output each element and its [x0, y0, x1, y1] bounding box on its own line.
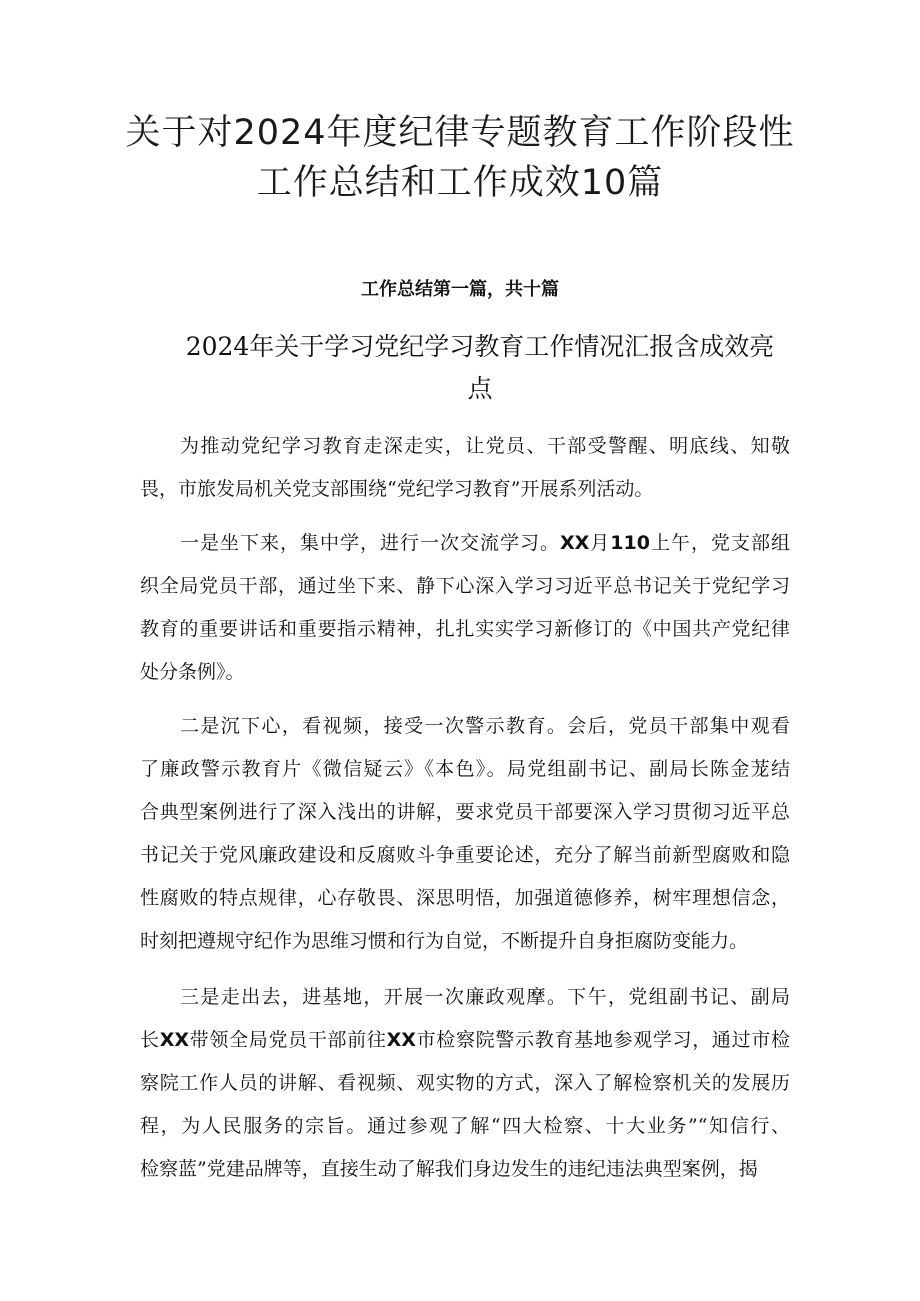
placeholder-text: 110	[610, 532, 650, 554]
paragraph-line: 书记关于党风廉政建设和反腐败斗争重要论述，充分了解当前新型腐败和隐	[140, 844, 790, 866]
paragraph-line: 检察蓝”党建品牌等，直接生动了解我们身边发生的违纪违法典型案例，揭	[140, 1158, 758, 1180]
paragraph-first-point	[140, 522, 790, 694]
paragraph-line: 处分条例》。	[140, 661, 245, 683]
document-title-line: 关于对2024年度纪律专题教育工作阶段性	[125, 113, 795, 153]
paragraph-line: 三是走出去，进基地，开展一次廉政观摩。下午，党组副书记、副局	[180, 986, 790, 1008]
paragraph-line: 察院工作人员的讲解、看视频、观实物的方式，深入了解检察机关的发展历	[140, 1072, 790, 1094]
paragraph-line: 织全局党员干部，通过坐下来、静下心深入学习习近平总书记关于党纪学习	[140, 575, 790, 597]
paragraph-line: 为推动党纪学习教育走深走实，让党员、干部受警醒、明底线、知敬	[180, 435, 790, 457]
placeholder-text: XX	[559, 532, 590, 554]
paragraph-second-point	[140, 705, 790, 963]
paragraph-line: 二是沉下心，看视频，接受一次警示教育。会后，党员干部集中观看	[180, 715, 790, 737]
paragraph-third-point	[140, 976, 790, 1191]
paragraph-line: 性腐败的特点规律，心存敬畏、深思明悟，加强道德修养，树牢理想信念，	[140, 887, 790, 909]
article-title-line: 2024年关于学习党纪学习教育工作情况汇报含成效亮	[185, 332, 775, 361]
paragraph-line: 教育的重要讲话和重要指示精神，扎扎实实学习新修订的《中国共产党纪律	[140, 618, 790, 640]
paragraph-line: 时刻把遵规守纪作为思维习惯和行为自觉，不断提升自身拒腐防变能力。	[140, 930, 749, 952]
paragraph-line: 合典型案例进行了深入浅出的讲解，要求党员干部要深入学习贯彻习近平总	[140, 801, 790, 823]
paragraph-intro	[140, 425, 790, 511]
article-title-line: 点	[467, 374, 493, 403]
paragraph-line: 长XX带领全局党员干部前往XX市检察院警示教育基地参观学习，通过市检	[140, 1029, 790, 1051]
document-title	[110, 108, 810, 208]
paragraph-line: 了廉政警示教育片《微信疑云》《本色》。局党组副书记、副局长陈金茏结	[140, 758, 790, 780]
section-label: 工作总结第一篇，共十篇	[361, 279, 559, 300]
paragraph-line: 程，为人民服务的宗旨。通过参观了解“四大检察、十大业务”“知信行、	[140, 1115, 790, 1137]
paragraph-line: 一是坐下来，集中学，进行一次交流学习。XX月110上午，党支部组	[180, 532, 790, 554]
article-title	[150, 326, 810, 410]
placeholder-text: XX	[386, 1029, 416, 1051]
document-title-line: 工作总结和工作成效10篇	[256, 163, 664, 203]
placeholder-text: XX	[159, 1029, 190, 1051]
paragraph-line: 畏，市旅发局机关党支部围绕“党纪学习教育”开展系列活动。	[140, 478, 654, 500]
